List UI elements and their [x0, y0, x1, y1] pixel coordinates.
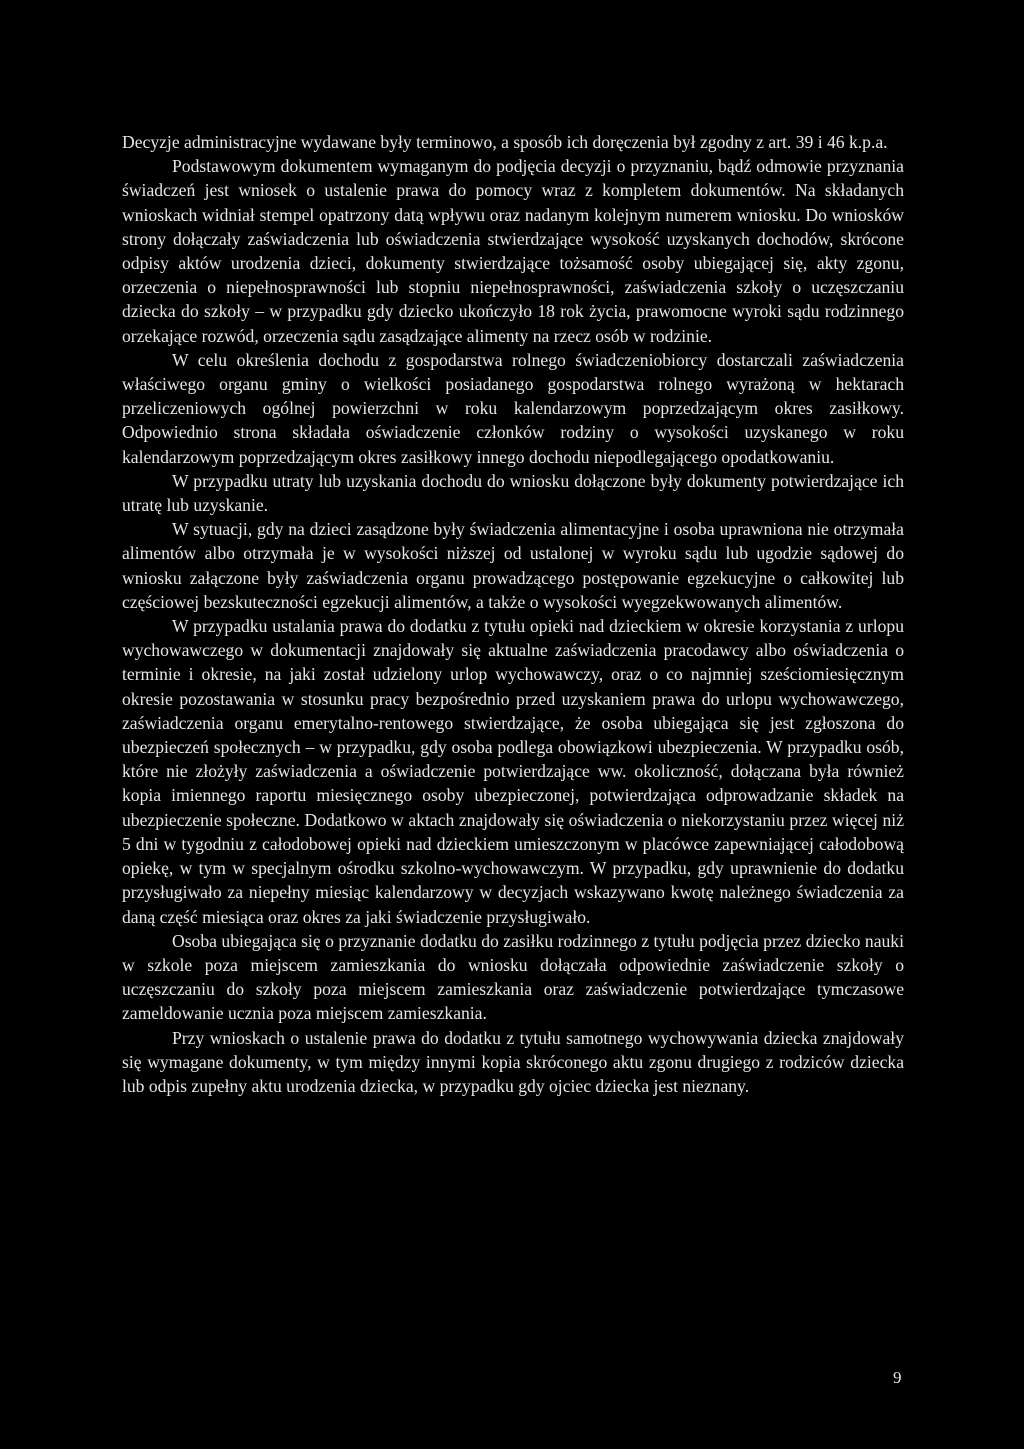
- document-body: [122, 130, 904, 1098]
- paragraph-alimony: W sytuacji, gdy na dzieci zasądzone były świadczenia alimentacyjne i osoba uprawniona nie otrzymała alimentów albo otrzymała je w wysokości niższej od ustalonej w wyroku sądu lub ugodzie sądowej do wniosku załączone były zaświadczenia organu prowadzącego postępowanie egzekucyjne o całkowitej lub częściowej bezskuteczności egzekucji alimentów, a także o wysokości wyegzekwowanych alimentów.: [122, 519, 904, 612]
- paragraph-school-away: Osoba ubiegająca się o przyznanie dodatku do zasiłku rodzinnego z tytułu podjęcia przez dziecko nauki w szkole poza miejscem zamieszkania do wniosku dołączała odpowiednie zaświadczenie szkoły o uczęszczaniu do szkoły poza miejscem zamieszkania oraz zaświadczenie potwierdzające tymczasowe zameldowanie ucznia poza miejscem zamieszkania.: [122, 930, 904, 1024]
- paragraph-application-documents: Podstawowym dokumentem wymaganym do podjęcia decyzji o przyznaniu, bądź odmowie przyznania świadczeń jest wniosek o ustalenie prawa do pomocy wraz z kompletem dokumentów. Na składanych wnioskach widniał stempel opatrzony datą wpływu oraz nadanym kolejnym numerem wniosku. Do wniosków strony dołączały zaświadczenia lub oświadczenia stwierdzające wysokość uzyskanych dochodów, skrócone odpisy aktów urodzenia dzieci, dokumenty stwierdzające tożsamość osoby ubiegającej się, akty zgonu, orzeczenia o niepełnosprawności lub stopniu niepełnosprawności, zaświadczenia szkoły o uczęszczaniu dziecka do szkoły – w przypadku gdy dziecko ukończyło 18 rok życia, prawomocne wyroki sądu rodzinnego orzekające rozwód, orzeczenia sądu zasądzające alimenty na rzecz osób w rodzinie.: [122, 156, 904, 346]
- paragraph-farm-income: W celu określenia dochodu z gospodarstwa rolnego świadczeniobiorcy dostarczali zaświadczenia właściwego organu gminy o wielkości posiadanego gospodarstwa rolnego wyrażoną w hektarach przeliczeniowych ogólnej powierzchni w roku kalendarzowym poprzedzającym okres zasiłkowy. Odpowiednio strona składała oświadczenie członków rodziny o wysokości uzyskanego w roku kalendarzowym poprzedzającym okres zasiłkowy innego dochodu niepodlegającego opodatkowaniu.: [122, 349, 904, 467]
- paragraph-income-loss: W przypadku utraty lub uzyskania dochodu do wniosku dołączone były dokumenty potwierdzające ich utratę lub uzyskanie.: [122, 470, 904, 516]
- paragraph-single-parent: Przy wnioskach o ustalenie prawa do dodatku z tytułu samotnego wychowywania dziecka znajdowały się wymagane dokumenty, w tym między innymi kopia skróconego aktu zgonu drugiego z rodziców dziecka lub odpis zupełny aktu urodzenia dziecka, w przypadku gdy ojciec dziecka jest nieznany.: [122, 1027, 904, 1096]
- paragraph-decisions-delivery: Decyzje administracyjne wydawane były terminowo, a sposób ich doręczenia był zgodny z art. 39 i 46 k.p.a.: [122, 132, 888, 152]
- page-number: 9: [893, 1368, 902, 1387]
- paragraph-parental-leave: W przypadku ustalania prawa do dodatku z tytułu opieki nad dzieckiem w okresie korzystania z urlopu wychowawczego w dokumentacji znajdowały się aktualne zaświadczenia pracodawcy albo oświadczenia o terminie i okresie, na jaki został udzielony urlop wychowawczy, oraz o co najmniej sześciomiesięcznym okresie pozostawania w stosunku pracy bezpośrednio przed uzyskaniem prawa do urlopu wychowawczego, zaświadczenia organu emerytalno-rentowego stwierdzające, że osoba ubiegająca się jest zgłoszona do ubezpieczeń społecznych – w przypadku, gdy osoba podlega obowiązkowi ubezpieczenia. W przypadku osób, które nie złożyły zaświadczenia a oświadczenie potwierdzające ww. okoliczność, dołączana była również kopia imiennego raportu miesięcznego osoby ubezpieczonej, potwierdzająca odprowadzanie składek na ubezpieczenie społeczne. Dodatkowo w aktach znajdowały się oświadczenia o niekorzystaniu przez więcej niż 5 dni w tygodniu z całodobowej opieki nad dzieckiem umieszczonym w placówce zapewniającej całodobową opiekę, w tym w specjalnym ośrodku szkolno-wychowawczym. W przypadku, gdy uprawnienie do dodatku przysługiwało za niepełny miesiąc kalendarzowy w decyzjach wskazywano kwotę należnego świadczenia za daną część miesiąca oraz okres za jaki świadczenie przysługiwało.: [122, 616, 904, 927]
